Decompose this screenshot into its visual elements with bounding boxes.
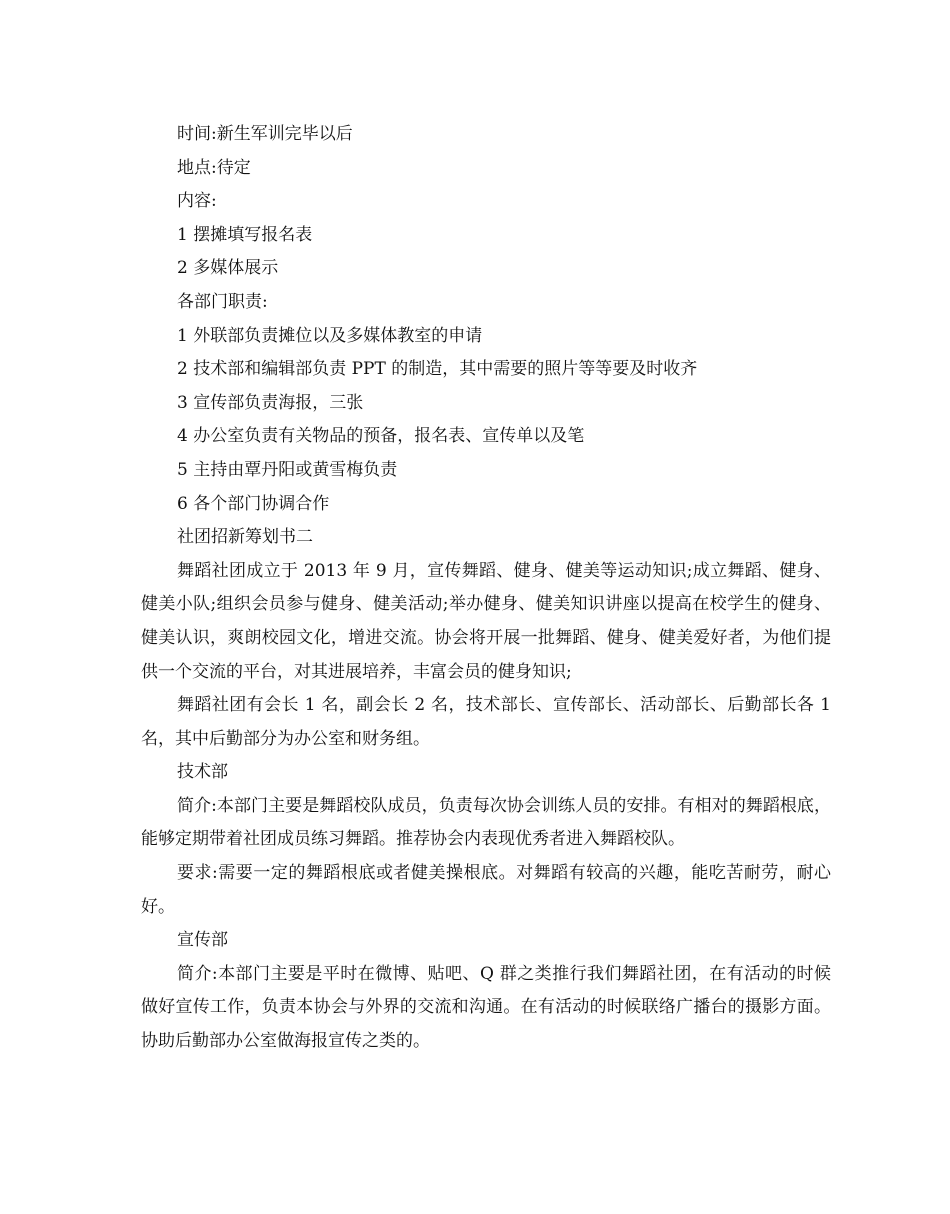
duty-item-4: 4 办公室负责有关物品的预备，报名表、宣传单以及笔	[177, 426, 585, 447]
pub-dept-heading: 宣传部	[177, 930, 228, 951]
duty-item-3: 3 宣传部负责海报，三张	[177, 392, 364, 413]
content-item-2: 2 多媒体展示	[177, 258, 279, 279]
tech-dept-heading: 技术部	[177, 762, 228, 783]
tech-dept-requirements: 要求:需要一定的舞蹈根底或者健美操根底。对舞蹈有较高的兴趣，能吃苦耐劳，耐心好。	[141, 863, 831, 917]
time-line: 时间:新生军训完毕以后	[177, 124, 353, 144]
structure-paragraph: 舞蹈社团有会长 1 名，副会长 2 名，技术部长、宣传部长、活动部长、后勤部长各 1 名，其中后勤部分为办公室和财务组。	[141, 695, 831, 749]
location-line: 地点:待定	[177, 157, 251, 178]
duty-item-2: 2 技术部和编辑部负责 PPT 的制造，其中需要的照片等等要及时收齐	[177, 359, 698, 380]
duties-label: 各部门职责:	[177, 291, 268, 312]
intro-paragraph: 舞蹈社团成立于 2013 年 9 月，宣传舞蹈、健身、健美等运动知识;成立舞蹈、健身、健美小队;组织会员参与健身、健美活动;举办健身、健美知识讲座以提高在校学生的健身、健美认识，爽朗校园文化，增进交流。协会将开展一批舞蹈、健身、健美爱好者，为他们提供一个交流的平台，对其进展培养，丰富会员的健身知识;	[141, 560, 831, 682]
duty-item-6: 6 各个部门协调合作	[177, 493, 330, 514]
content-label: 内容:	[177, 191, 217, 212]
duty-item-1: 1 外联部负责摊位以及多媒体教室的申请	[177, 325, 483, 346]
content-item-1: 1 摆摊填写报名表	[177, 224, 313, 245]
section-title: 社团招新筹划书二	[177, 527, 313, 548]
pub-dept-intro: 简介:本部门主要是平时在微博、贴吧、Q 群之类推行我们舞蹈社团，在有活动的时候做好宣传工作，负责本协会与外界的交流和沟通。在有活动的时候联络广播台的摄影方面。协助后勤部办公室做海报宣传之类的。	[141, 963, 831, 1052]
tech-dept-intro: 简介:本部门主要是舞蹈校队成员，负责每次协会训练人员的安排。有相对的舞蹈根底，能够定期带着社团成员练习舞蹈。推荐协会内表现优秀者进入舞蹈校队。	[141, 795, 831, 850]
document-body	[141, 118, 831, 1059]
duty-item-5: 5 主持由覃丹阳或黄雪梅负责	[177, 459, 398, 480]
